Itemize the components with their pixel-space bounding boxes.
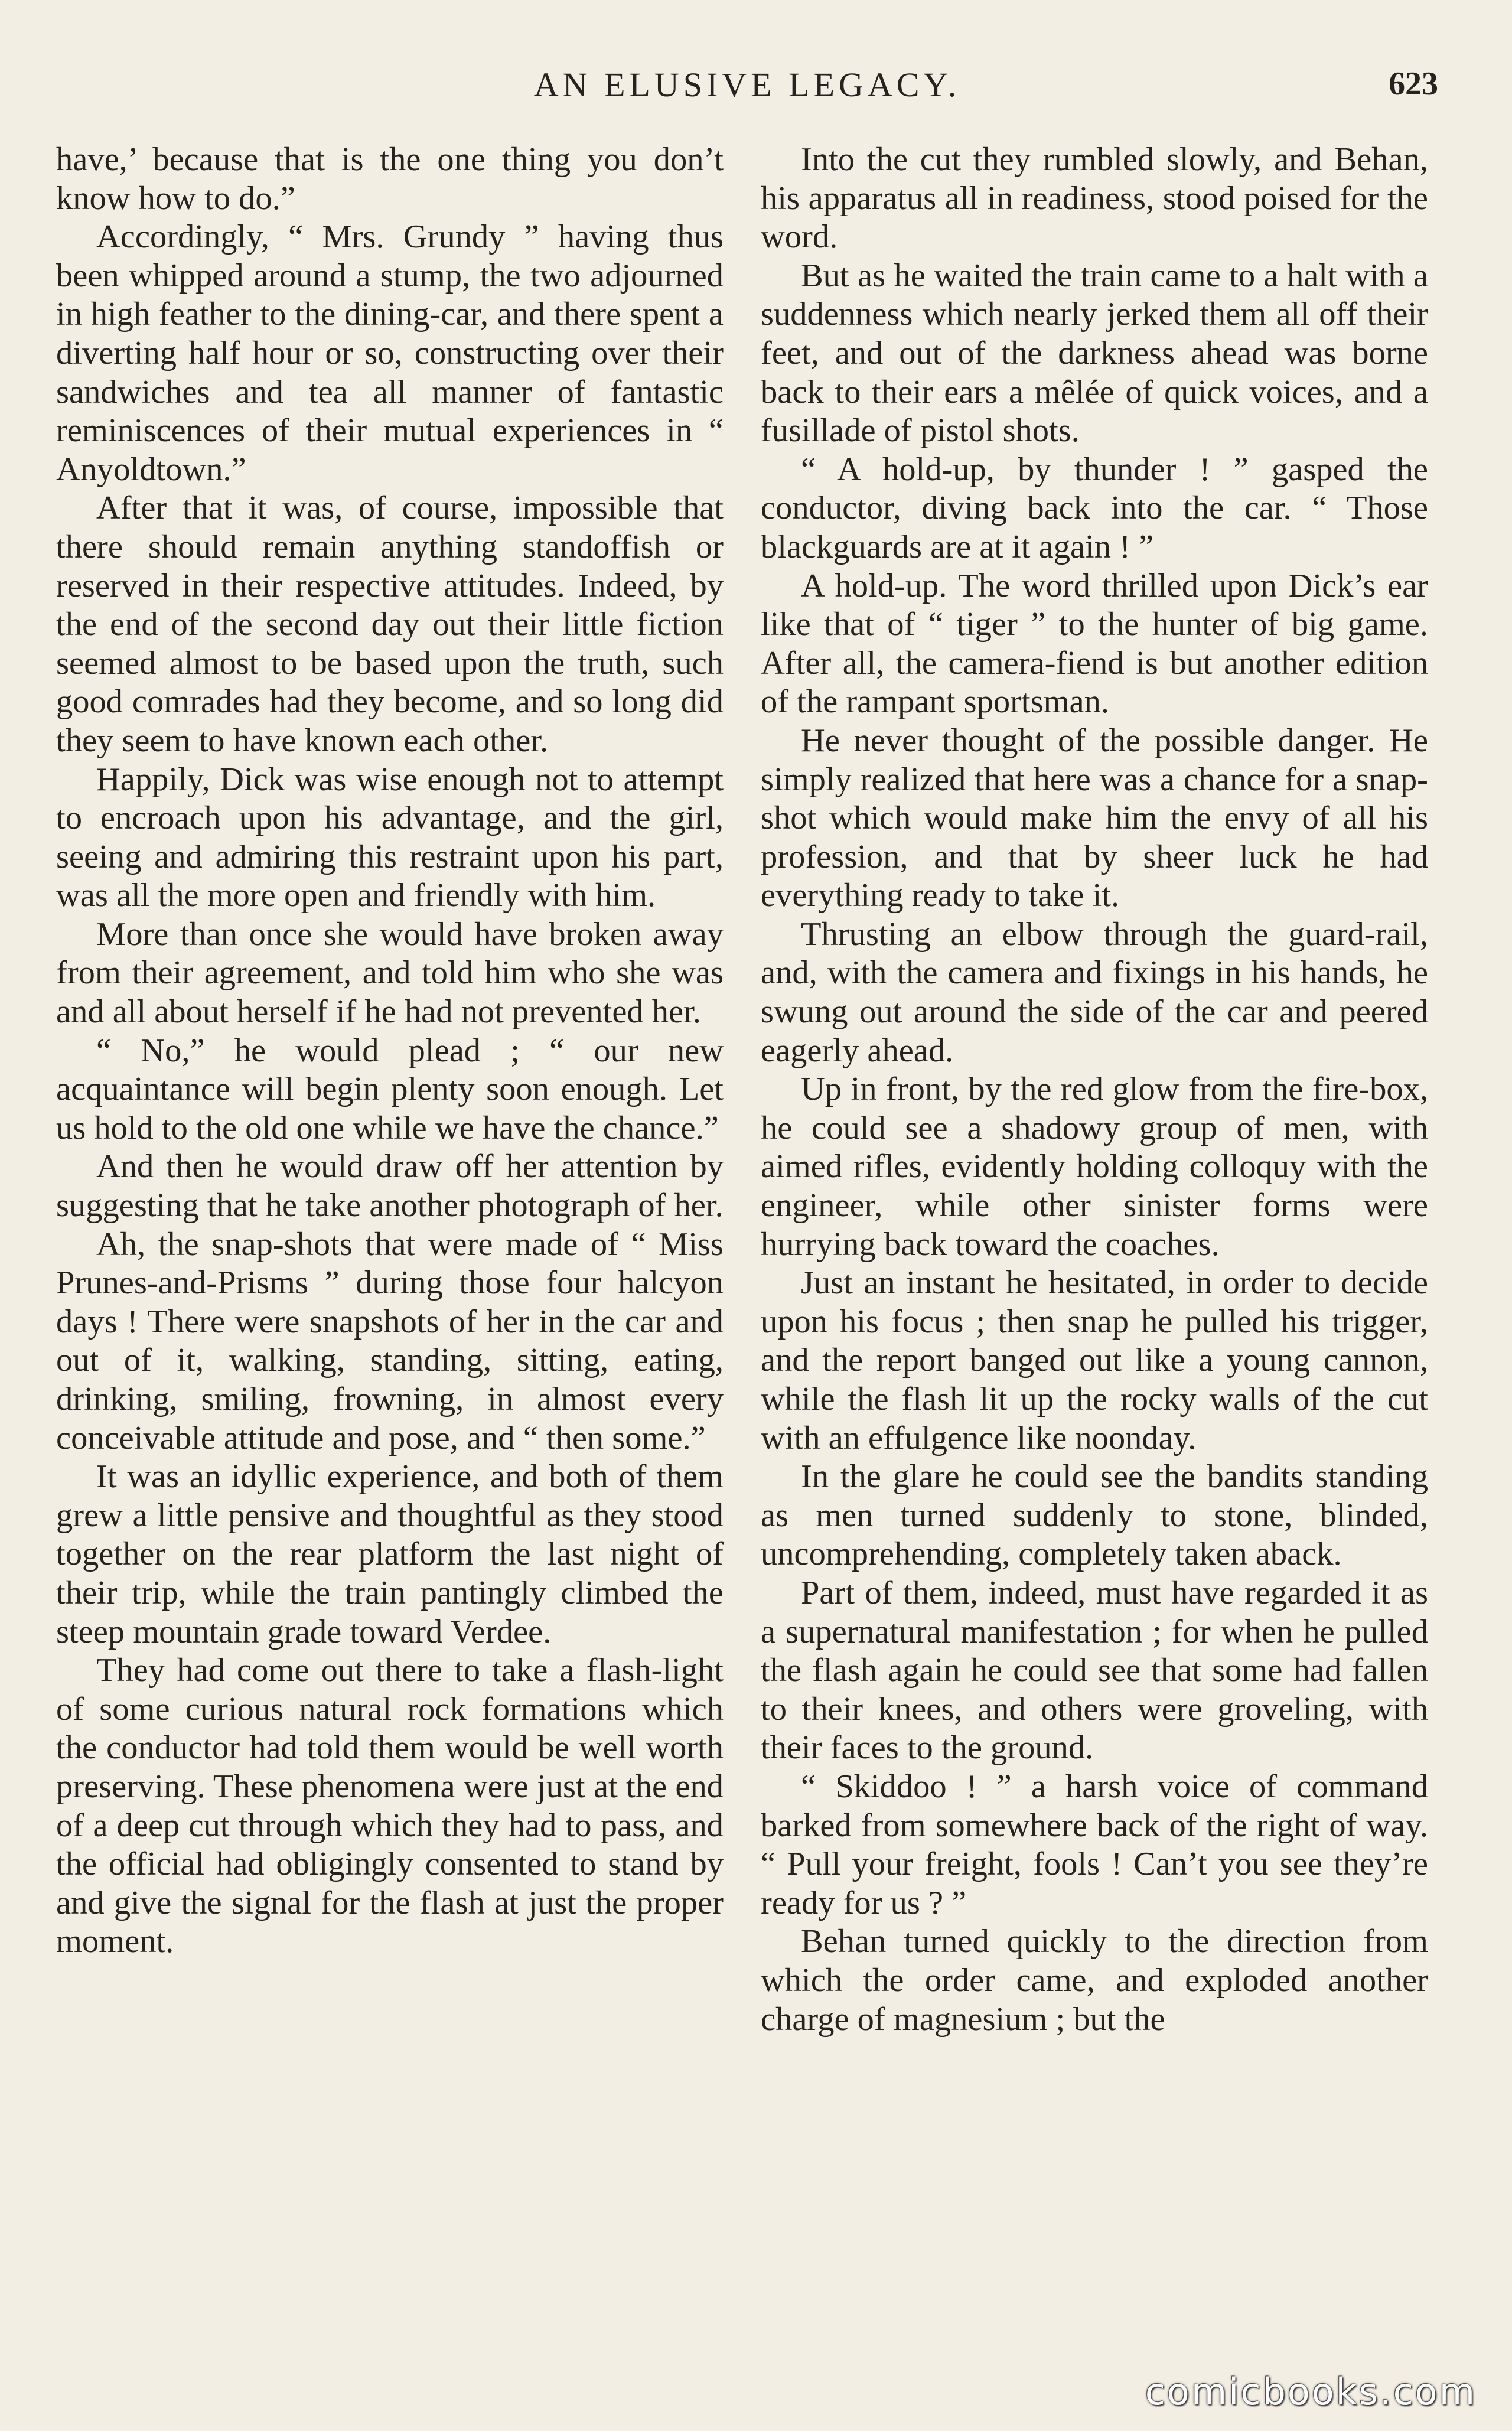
paragraph: have,’ because that is the one thing you don’t know how to do.” (56, 141, 724, 217)
paragraph: Into the cut they rumbled slowly, and Behan, his apparatus all in readiness, stood poised for the word. (761, 141, 1428, 256)
paragraph: Thrusting an elbow through the guard-rail, and, with the camera and fixings in his hands, he swung out around the side of the car and peered eagerly ahead. (761, 915, 1428, 1069)
paragraph: Part of them, indeed, must have regarded it as a supernatural manifestation ; for when he pulled the flash again he could see that some had fallen to their knees, and others were groveling, with their faces to the ground. (761, 1574, 1428, 1767)
paragraph: After that it was, of course, impossible that there should remain anything standoffish or reserved in their respective attitudes. Indeed, by the end of the second day out their little fiction seemed almost to be based upon the truth, such good comrades had they become, and so long did they seem to have known each other. (56, 490, 724, 759)
paragraph: “ Skiddoo ! ” a harsh voice of command barked from somewhere back of the right of way. “ Pull your freight, fools ! Can’t you see they’re ready for us ? ” (761, 1768, 1428, 1921)
paragraph: Happily, Dick was wise enough not to attempt to encroach upon his advantage, and the girl, seeing and admiring this restraint upon his part, was all the more open and friendly with him. (56, 761, 724, 914)
watermark: comicbooks.com (1145, 2370, 1477, 2413)
paragraph: A hold-up. The word thrilled upon Dick’s ear like that of “ tiger ” to the hunter of big game. After all, the camera-fiend is but another edition of the rampant sportsman. (761, 567, 1428, 721)
paragraph: But as he waited the train came to a halt with a suddenness which nearly jerked them all off their feet, and out of the darkness ahead was borne back to their ears a mêlée of quick voices, and a fusillade of pistol shots. (761, 257, 1428, 449)
paragraph: Behan turned quickly to the direction from which the order came, and exploded another charge of magnesium ; but the (761, 1923, 1428, 2038)
paragraph: In the glare he could see the bandits standing as men turned suddenly to stone, blinded, uncomprehending, completely taken aback. (761, 1458, 1428, 1573)
page-number: 623 (1389, 66, 1438, 102)
page-header (56, 65, 1438, 118)
paragraph: More than once she would have broken away from their agreement, and told him who she was and all about herself if he had not prevented her. (56, 915, 724, 1031)
left-text-column (56, 141, 724, 1961)
paragraph: They had come out there to take a flash-light of some curious natural rock formations which the conductor had told them would be well worth preserving. These phenomena were just at the end of a deep cut through which they had to pass, and the official had obligingly consented to stand by and give the signal for the flash at just the proper moment. (56, 1652, 724, 1960)
paragraph: He never thought of the possible danger. He simply realized that here was a chance for a snap-shot which would make him the envy of all his profession, and that by sheer luck he had everything ready to take it. (761, 722, 1428, 914)
running-title: AN ELUSIVE LEGACY. (533, 66, 961, 104)
paragraph: “ A hold-up, by thunder ! ” gasped the conductor, diving back into the car. “ Those blackguards are at it again ! ” (761, 451, 1428, 565)
right-text-column (761, 141, 1428, 2039)
paragraph: Ah, the snap-shots that were made of “ Miss Prunes-and-Prisms ” during those four halcyon days ! There were snapshots of her in the car and out of it, walking, standing, sitting, eating, drinking, smiling, frowning, in almost every conceivable attitude and pose, and “ then some.” (56, 1226, 724, 1456)
paragraph: And then he would draw off her attention by suggesting that he take another photograph of her. (56, 1148, 724, 1224)
paragraph: It was an idyllic experience, and both of them grew a little pensive and thoughtful as they stood together on the rear platform the last night of their trip, while the train pantingly climbed the steep mountain grade toward Verdee. (56, 1458, 724, 1650)
paragraph: Accordingly, “ Mrs. Grundy ” having thus been whipped around a stump, the two adjourned in high feather to the dining-car, and there spent a diverting half hour or so, constructing over their sandwiches and tea all manner of fantastic reminiscences of their mutual experiences in “ Anyoldtown.” (56, 219, 724, 488)
paragraph: Just an instant he hesitated, in order to decide upon his focus ; then snap he pulled his trigger, and the report banged out like a young cannon, while the flash lit up the rocky walls of the cut with an effulgence like noonday. (761, 1265, 1428, 1456)
paragraph: “ No,” he would plead ; “ our new acquaintance will begin plenty soon enough. Let us hold to the old one while we have the chance.” (56, 1032, 724, 1146)
paragraph: Up in front, by the red glow from the fire-box, he could see a shadowy group of men, with aimed rifles, evidently holding colloquy with the engineer, while other sinister forms were hurrying back toward the coaches. (761, 1071, 1428, 1263)
